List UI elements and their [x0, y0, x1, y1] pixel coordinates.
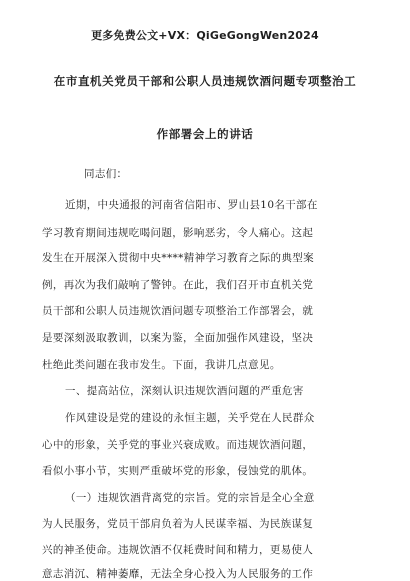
section-heading: 一、提高站位，深刻认识违规饮酒问题的严重危害: [65, 385, 304, 397]
body-line: 是要深刻汲取教训，以案为鉴，全面加强作风建设，坚决: [42, 332, 314, 344]
header-watermark: 更多免费公文+VX：QiGeGongWen2024: [91, 29, 319, 42]
greeting: 同志们：: [84, 168, 128, 180]
document-title-line-2: 作部署会上的讲话: [156, 127, 254, 141]
body-line: 发生在开展深入贯彻中央****精神学习教育之际的典型案: [42, 252, 314, 264]
body-line: 员干部和公职人员违规饮酒问题专项整治工作部署会，就: [42, 305, 314, 317]
body-line: 作风建设是党的建设的永恒主题，关乎党在人民群众: [65, 412, 315, 424]
body-line: 意志消沉、精神萎靡，无法全身心投入为人民服务的工作: [42, 568, 314, 580]
body-line: 例，再次为我们敲响了警钟。在此，我们召开市直机关党: [42, 279, 314, 291]
document-title-line-1: 在市直机关党员干部和公职人员违规饮酒问题专项整治工: [53, 74, 357, 88]
body-line: （一）违规饮酒背离党的宗旨。党的宗旨是全心全意: [65, 492, 315, 504]
body-line: 心中的形象，关乎党的事业兴衰成败。而违规饮酒问题，: [42, 439, 314, 451]
body-line: 杜绝此类问题在我市发生。下面，我讲几点意见。: [42, 359, 281, 371]
body-line: 近期，中央通报的河南省信阳市、罗山县10名干部在: [65, 199, 318, 211]
body-line: 兴的神圣使命。违规饮酒不仅耗费时间和精力，更易使人: [42, 544, 314, 556]
body-line: 看似小事小节，实则严重破坏党的形象，侵蚀党的肌体。: [42, 465, 314, 477]
body-line: 学习教育期间违规吃喝问题，影响恶劣，令人痛心。这起: [42, 227, 314, 239]
body-line: 为人民服务，党员干部肩负着为人民谋幸福、为民族谋复: [42, 518, 314, 530]
